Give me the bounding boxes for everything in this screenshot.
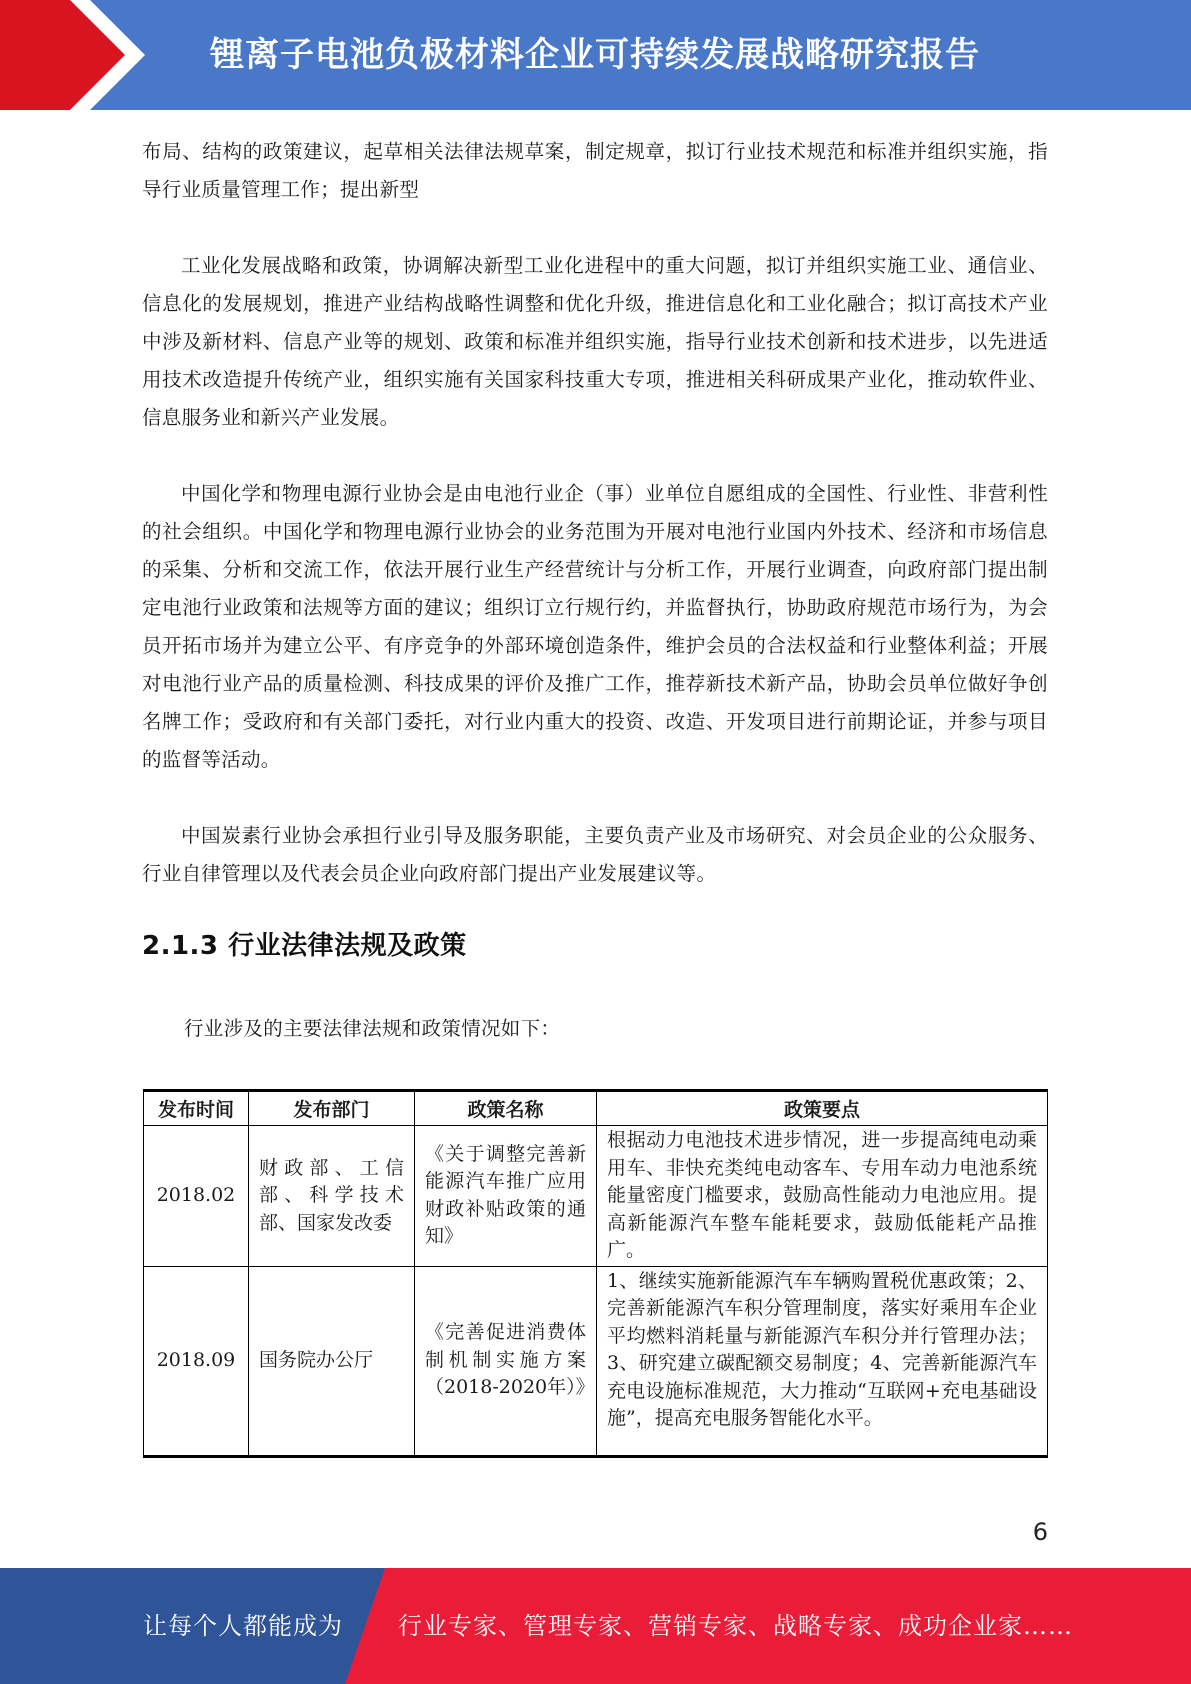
paragraph: 中国炭素行业协会承担行业引导及服务职能，主要负责产业及市场研究、对会员企业的公众服务、行业自律管理以及代表会员企业向政府部门提出产业发展建议等。 (142, 824, 1048, 885)
cell-date: 2018.09 (144, 1266, 249, 1456)
policy-table (143, 1089, 1048, 1458)
section-heading: 2.1.3 行业法律法规及政策 (142, 931, 467, 961)
cell-policy-name: 《关于调整完善新能源汽车推广应用财政补贴政策的通知》 (415, 1126, 597, 1267)
table-header-row (144, 1091, 1048, 1126)
cell-policy-points: 1、继续实施新能源汽车车辆购置税优惠政策；2、完善新能源汽车积分管理制度，落实好乘用车企业平均燃料消耗量与新能源汽车积分并行管理办法；3、研究建立碳配额交易制度；4、完善新能源汽车充电设施标准规范，大力推动“互联网+充电基础设施”，提高充电服务智能化水平。 (597, 1266, 1048, 1456)
table-row (144, 1126, 1048, 1267)
header-banner (0, 0, 1191, 110)
column-header-policy-points: 政策要点 (597, 1091, 1048, 1126)
column-header-policy-name: 政策名称 (415, 1091, 597, 1126)
cell-policy-points: 根据动力电池技术进步情况，进一步提高纯电动乘用车、非快充类纯电动客车、专用车动力电池系统能量密度门槛要求，鼓励高性能动力电池应用。提高新能源汽车整车能耗要求，鼓励低能耗产品推广。 (597, 1126, 1048, 1267)
footer-slogan-right: 行业专家、管理专家、营销专家、战略专家、成功企业家…… (398, 1612, 1073, 1640)
column-header-date: 发布时间 (144, 1091, 249, 1126)
paragraph: 中国化学和物理电源行业协会是由电池行业企（事）业单位自愿组成的全国性、行业性、非营利性的社会组织。中国化学和物理电源行业协会的业务范围为开展对电池行业国内外技术、经济和市场信息的采集、分析和交流工作，依法开展行业生产经营统计与分析工作，开展行业调查，向政府部门提出制定电池行业政策和法规等方面的建议；组织订立行规行约，并监督执行，协助政府规范市场行为，为会员开拓市场并为建立公平、有序竞争的外部环境创造条件，维护会员的合法权益和行业整体利益；开展对电池行业产品的质量检测、科技成果的评价及推广工作，推荐新技术新产品，协助会员单位做好争创名牌工作；受政府和有关部门委托，对行业内重大的投资、改造、开发项目进行前期论证，并参与项目的监督等活动。 (142, 482, 1048, 771)
cell-date: 2018.02 (144, 1126, 249, 1267)
table-row (144, 1266, 1048, 1456)
report-title: 锂离子电池负极材料企业可持续发展战略研究报告 (210, 35, 980, 75)
column-header-department: 发布部门 (249, 1091, 415, 1126)
table-intro-text: 行业涉及的主要法律法规和政策情况如下： (184, 1017, 561, 1040)
page-number: 6 (1032, 1518, 1048, 1546)
paragraph: 布局、结构的政策建议，起草相关法律法规草案，制定规章，拟订行业技术规范和标准并组织实施，指导行业质量管理工作；提出新型 (142, 140, 1048, 201)
footer-slogan-left: 让每个人都能成为 (143, 1612, 343, 1640)
footer-banner (0, 1568, 1191, 1684)
body-text (142, 133, 1048, 931)
paragraph: 工业化发展战略和政策，协调解决新型工业化进程中的重大问题，拟订并组织实施工业、通信业、信息化的发展规划，推进产业结构战略性调整和优化升级，推进信息化和工业化融合；拟订高技术产业中涉及新材料、信息产业等的规划、政策和标准并组织实施，指导行业技术创新和技术进步，以先进适用技术改造提升传统产业，组织实施有关国家科技重大专项，推进相关科研成果产业化，推动软件业、信息服务业和新兴产业发展。 (142, 254, 1048, 429)
cell-department: 国务院办公厅 (249, 1266, 415, 1456)
cell-policy-name: 《完善促进消费体制机制实施方案（2018-2020年）》 (415, 1266, 597, 1456)
cell-department: 财政部、工信部、科学技术部、国家发改委 (249, 1126, 415, 1267)
